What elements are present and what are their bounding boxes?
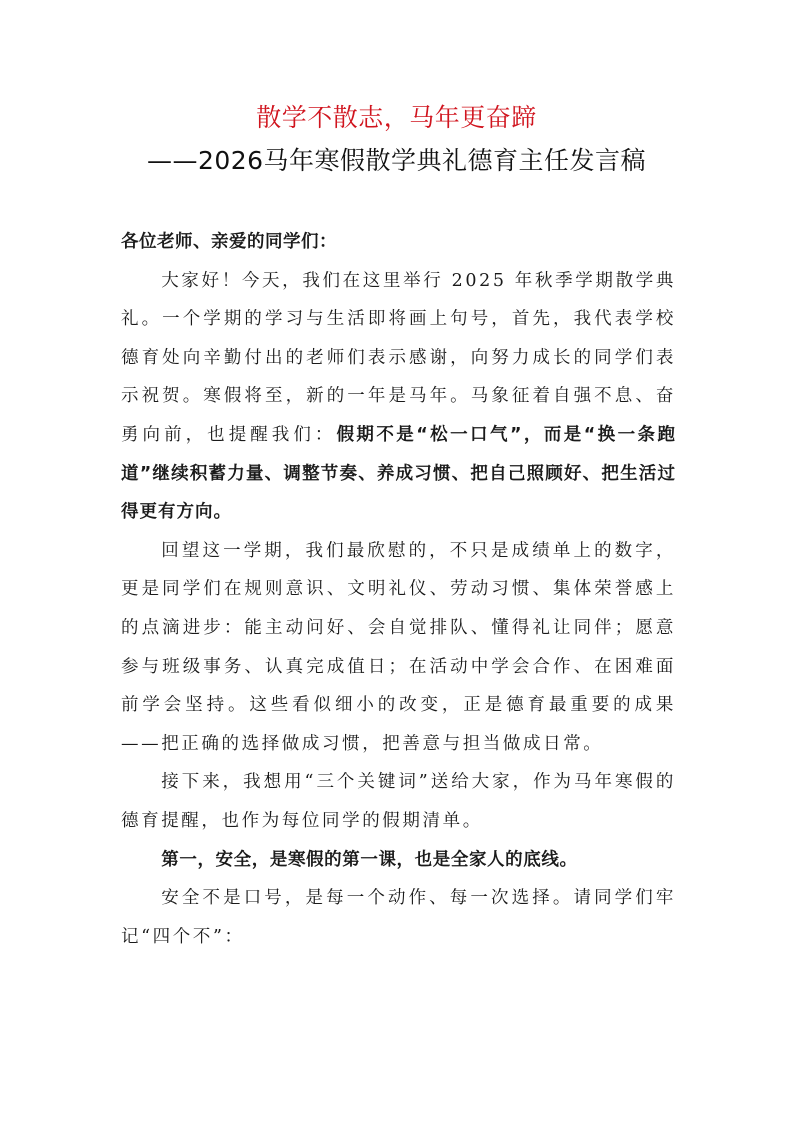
emphasis-text: 假期不是“松一口气”，而是“换一条跑道”继续积蓄力量、调整节奏、养成习惯、把自己照顾好、把生活过得更有方向。 (121, 424, 677, 523)
document-title: 散学不散志，马年更奋蹄 (256, 103, 537, 132)
paragraph-keywords-intro: 接下来，我想用“三个关键词”送给大家，作为马年寒假的德育提醒，也作为每位同学的假期清单。 (121, 772, 676, 831)
paragraph-safety: 安全不是口号，是每一个动作、每一次选择。请同学们牢记“四个不”： (121, 888, 676, 947)
salutation: 各位老师、亲爱的同学们： (121, 232, 337, 252)
document-body (121, 223, 676, 956)
paragraph-text: 大家好！今天，我们在这里举行 2025 年秋季学期散学典礼。一个学期的学习与生活即将画上句号，首先，我代表学校德育处向辛勤付出的老师们表示感谢，向努力成长的同学们表示祝贺。寒假将至，新的一年是马年。马象征着自强不息、奋勇向前，也提醒我们： (121, 270, 676, 445)
paragraph-opening (121, 262, 676, 532)
document-subtitle: ——2026马年寒假散学典礼德育主任发言稿 (146, 146, 647, 175)
section-heading-safety: 第一，安全，是寒假的第一课，也是全家人的底线。 (161, 849, 578, 870)
paragraph-review: 回望这一学期，我们最欣慰的，不只是成绩单上的数字，更是同学们在规则意识、文明礼仪、劳动习惯、集体荣誉感上的点滴进步：能主动问好、会自觉排队、懂得礼让同伴；愿意参与班级事务、认真完成值日；在活动中学会合作、在困难面前学会坚持。这些看似细小的改变，正是德育最重要的成果——把正确的选择做成习惯，把善意与担当做成日常。 (121, 540, 676, 754)
